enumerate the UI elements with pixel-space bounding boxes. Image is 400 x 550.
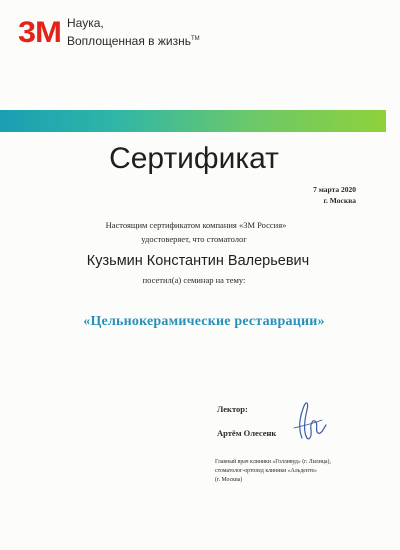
- issue-city: г. Москва: [323, 196, 356, 205]
- seminar-topic: «Цельнокерамические реставрации»: [83, 314, 325, 329]
- trademark-mark: TM: [190, 36, 200, 42]
- 3m-logo: 3M: [18, 16, 61, 49]
- lecturer-credentials: [215, 458, 385, 485]
- brand-tagline: [67, 15, 200, 49]
- gradient-band: [0, 110, 386, 132]
- attended-text: посетил(а) семинар на тему:: [142, 275, 246, 285]
- signature-image: [288, 398, 328, 446]
- tagline-line-1: Наука,: [67, 16, 104, 30]
- intro-line-2: удостоверяет, что стоматолог: [141, 234, 247, 244]
- credentials-line-2: стоматолог-ортопед клиники «Альденте»: [215, 468, 317, 474]
- recipient-name: Кузьмин Константин Валерьевич: [86, 253, 310, 269]
- lecturer-label: Лектор:: [217, 404, 248, 414]
- issue-date-block: [313, 184, 356, 206]
- lecturer-name: Артём Олесенк: [217, 428, 277, 438]
- credentials-line-1: Главный врач клиники «Голливуд» (г. Лилица),: [215, 459, 331, 465]
- tagline-line-2: Воплощенная в жизнь™: [67, 34, 200, 48]
- issue-date: 7 марта 2020: [313, 185, 356, 194]
- credentials-line-3: (г. Москва): [215, 477, 243, 483]
- intro-line-1: Настоящим сертификатом компания «3M Россия»: [105, 220, 287, 230]
- certificate-title: Сертификат: [109, 142, 279, 175]
